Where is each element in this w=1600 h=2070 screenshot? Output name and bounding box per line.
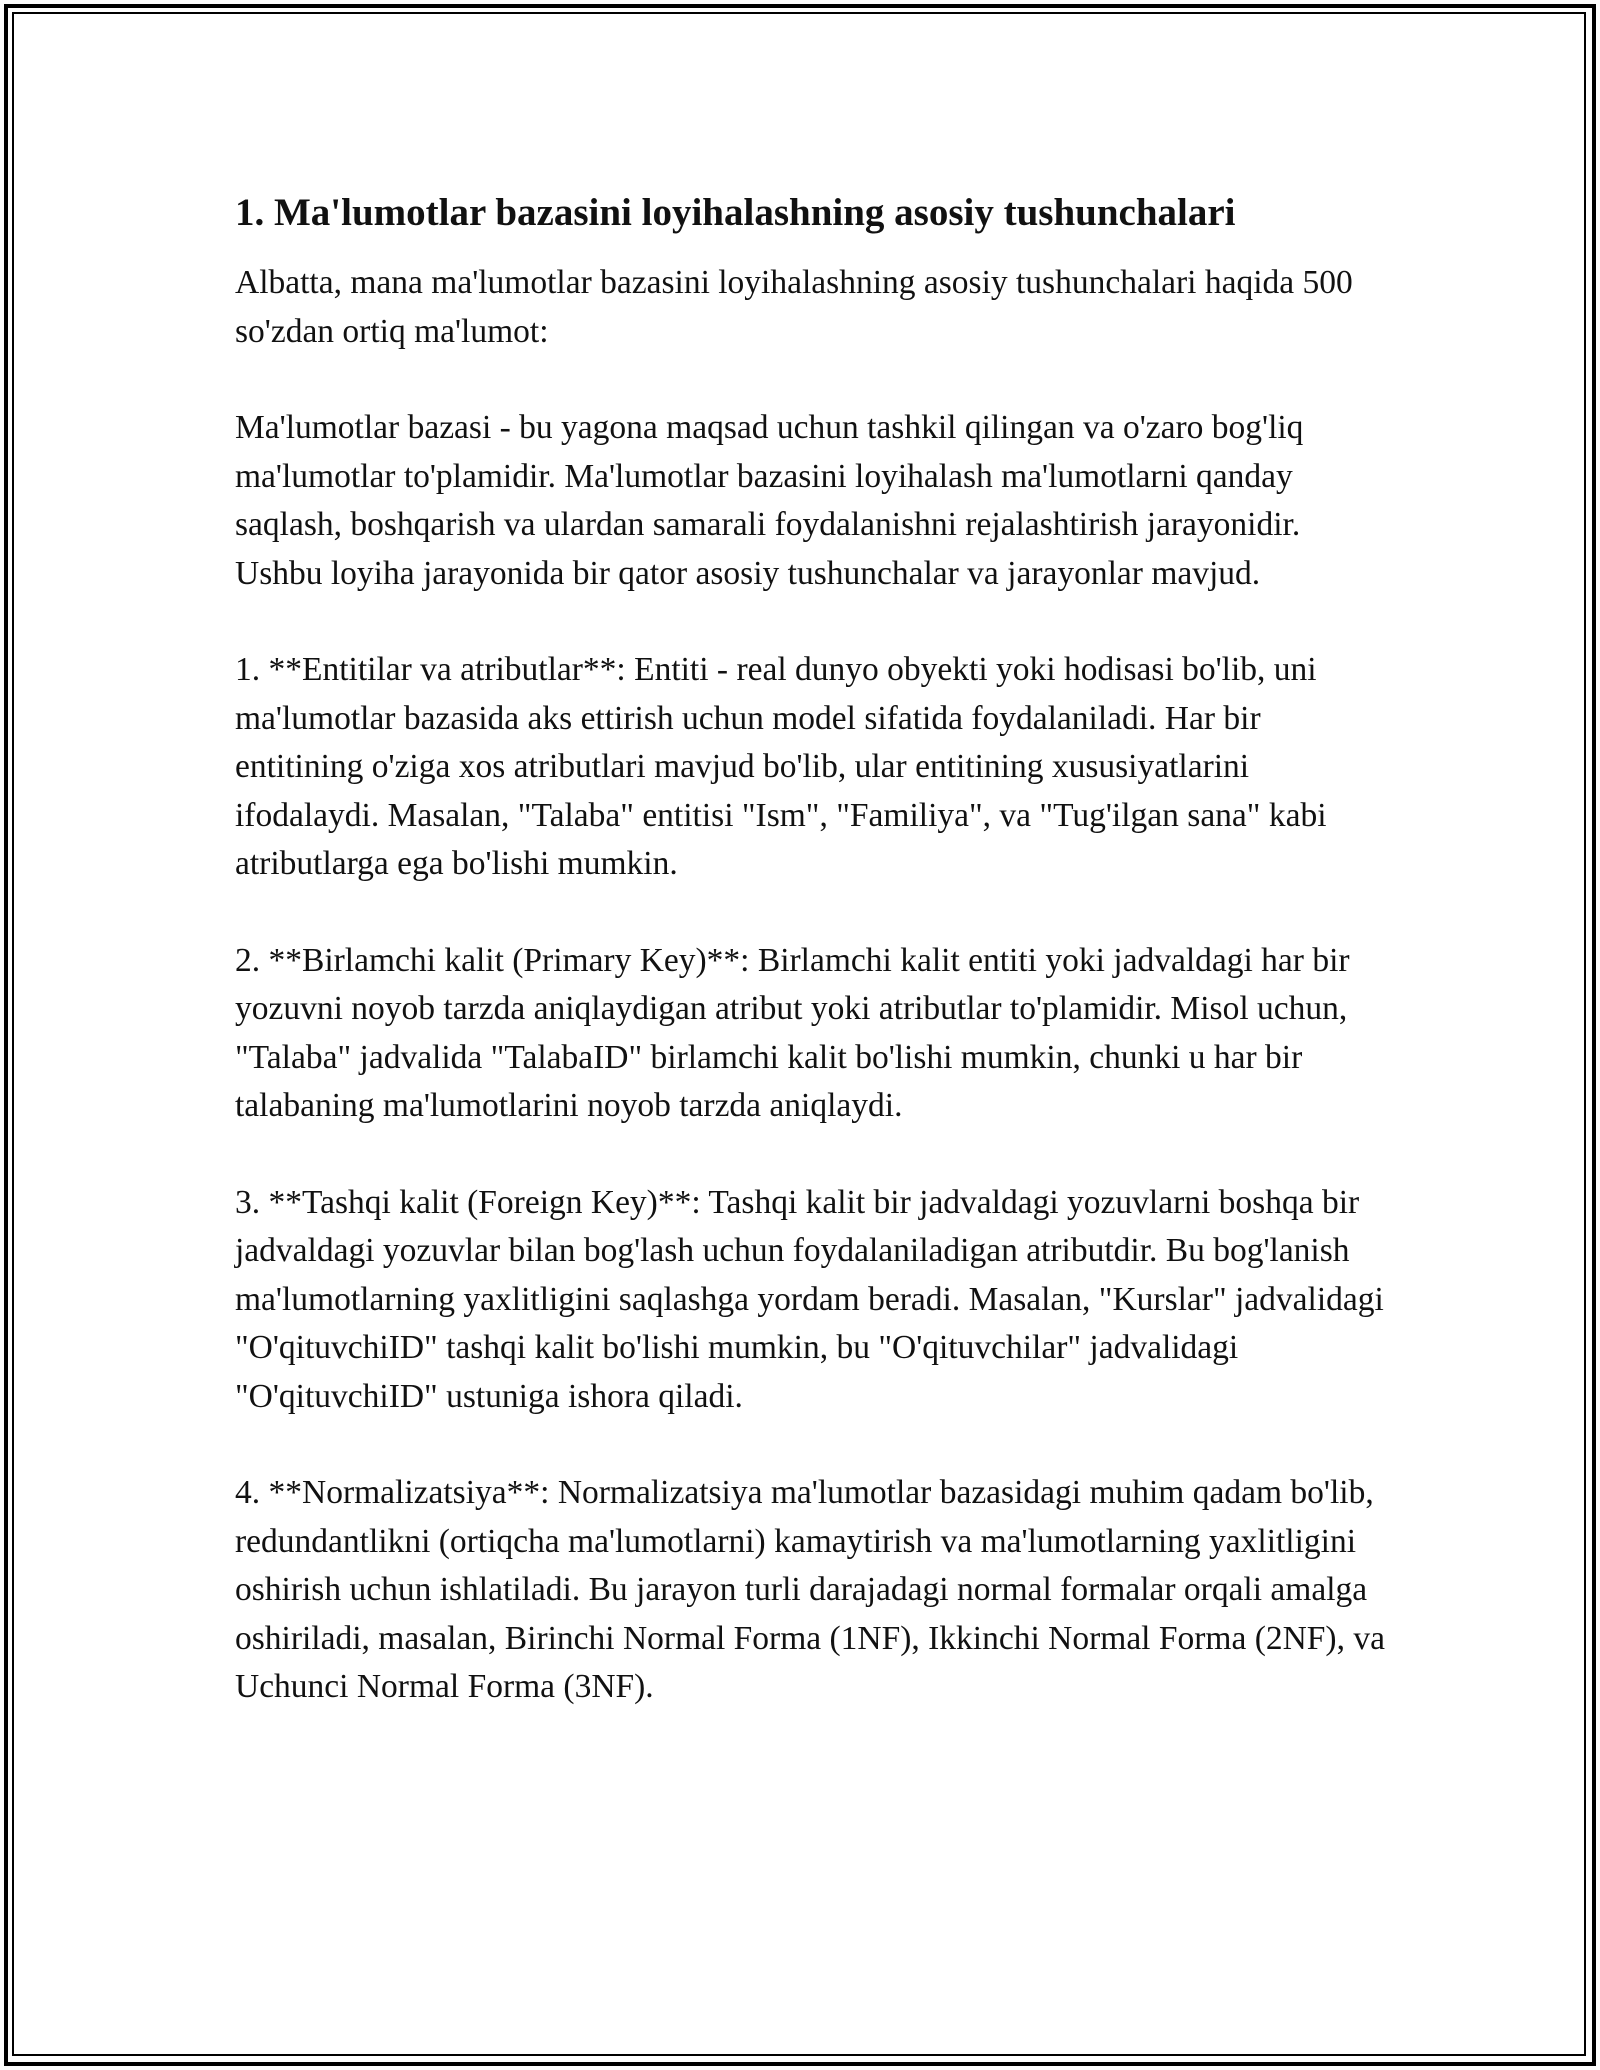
list-item-normalization: 4. **Normalizatsiya**: Normalizatsiya ma'lumotlar bazasidagi muhim qadam bo'lib, redundantlikni (ortiqcha ma'lumotlarni) kamaytirish va ma'lumotlarning yaxlitligini oshirish uchun ishlatiladi. Bu jarayon turli darajadagi normal formalar orqali amalga oshiriladi, masalan, Birinchi Normal Forma (1NF), Ikkinchi Normal Forma (2NF), va Uchunci Normal Forma (3NF). bbox=[235, 1474, 1385, 1705]
list-item-primary-key: 2. **Birlamchi kalit (Primary Key)**: Birlamchi kalit entiti yoki jadvaldagi har bir yozuvni noyob tarzda aniqlaydigan atribut yoki atributlar to'plamidir. Misol uchun, "Talaba" jadvalida "TalabaID" birlamchi kalit bo'lishi mumkin, chunki u har bir talabaning ma'lumotlarini noyob tarzda aniqlaydi. bbox=[235, 941, 1350, 1124]
list-item-entities: 1. **Entitilar va atributlar**: Entiti - real dunyo obyekti yoki hodisasi bo'lib, uni ma'lumotlar bazasida aks ettirish uchun model sifatida foydalaniladi. Har bir entitining o'ziga xos atributlari mavjud bo'lib, ular entitining xususiyatlarini ifodalaydi. Masalan, "Talaba" entitisi "Ism", "Familiya", va "Tug'ilgan sana" kabi atributlarga ega bo'lishi mumkin. bbox=[235, 651, 1327, 882]
intro-paragraph: Albatta, mana ma'lumotlar bazasini loyihalashning asosiy tushunchalari haqida 500 so'zdan ortiq ma'lumot: bbox=[235, 264, 1353, 350]
document-body bbox=[235, 185, 1385, 1760]
document-title: 1. Ma'lumotlar bazasini loyihalashning asosiy tushunchalari bbox=[235, 191, 1236, 234]
definition-paragraph: Ma'lumotlar bazasi - bu yagona maqsad uchun tashkil qilingan va o'zaro bog'liq ma'lumotlar to'plamidir. Ma'lumotlar bazasini loyihalash ma'lumotlarni qanday saqlash, boshqarish va ulardan samarali foydalanishni rejalashtirish jarayonidir. Ushbu loyiha jarayonida bir qator asosiy tushunchalar va jarayonlar mavjud. bbox=[235, 409, 1304, 592]
list-item-foreign-key: 3. **Tashqi kalit (Foreign Key)**: Tashqi kalit bir jadvaldagi yozuvlarni boshqa bir jadvaldagi yozuvlar bilan bog'lash uchun foydalaniladigan atributdir. Bu bog'lanish ma'lumotlarning yaxlitligini saqlashga yordam beradi. Masalan, "Kurslar" jadvalidagi "O'qituvchiID" tashqi kalit bo'lishi mumkin, bu "O'qituvchilar" jadvalidagi "O'qituvchiID" ustuniga ishora qiladi. bbox=[235, 1183, 1384, 1415]
